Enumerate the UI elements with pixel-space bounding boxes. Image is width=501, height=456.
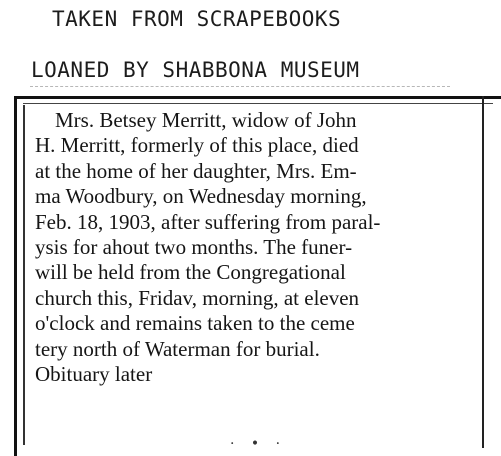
article-line: will be held from the Congregational [35,260,346,285]
article-line: Mrs. Betsey Merritt, widow of John [55,108,357,132]
article-line: o'clock and remains taken to the ceme [35,311,355,336]
article-line: Obituary later [35,361,153,386]
scan-noise-divider [30,86,450,88]
column-rule [482,96,484,448]
obituary-text [35,108,475,387]
article-line: at the home of her daughter, Mrs. Em- [35,158,357,183]
scrapbook-header-title: TAKEN FROM SCRAPEBOOKS [52,7,342,31]
article-line: ma Woodbury, on Wednesday morning, [35,184,367,209]
article-line: church this, Fridav, morning, at eleven [35,285,360,310]
scrapbook-header-source: LOANED BY SHABBONA MUSEUM [31,58,360,82]
article-line: tery north of Waterman for burial. [35,336,320,361]
footer-ornament: · • · [230,436,287,452]
article-line: Feb. 18, 1903, after suffering from paral- [35,209,381,234]
article-line: H. Merritt, formerly of this place, died [35,133,359,158]
article-line: ysis for ahout two months. The funer- [35,234,353,259]
